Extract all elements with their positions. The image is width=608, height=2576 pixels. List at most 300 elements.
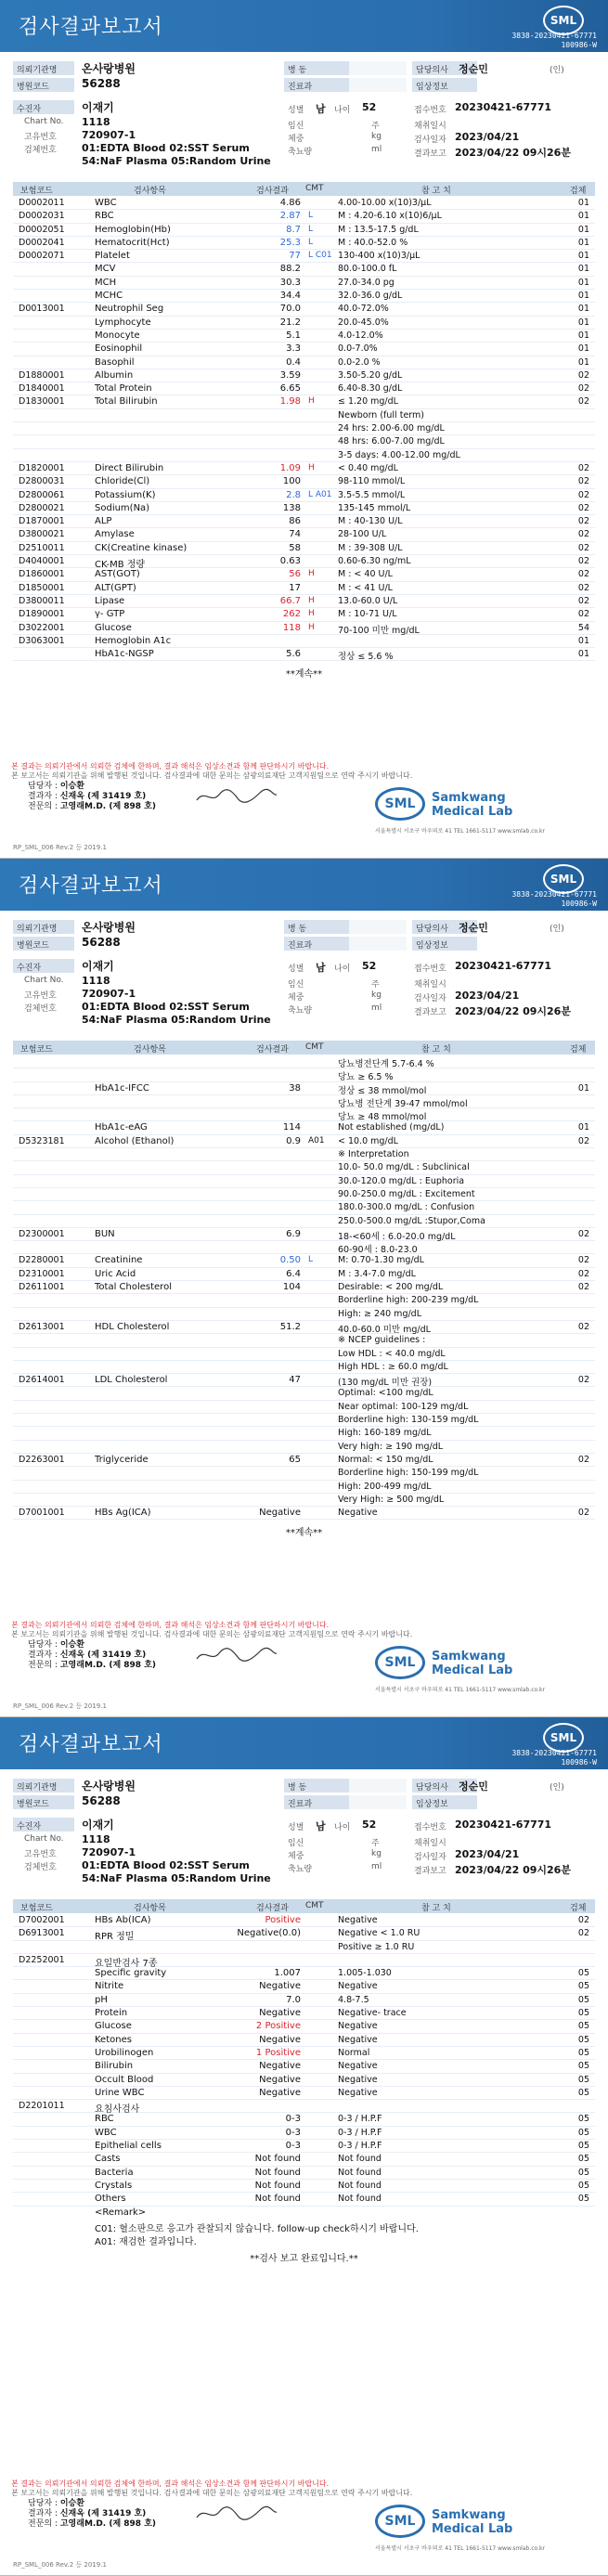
table-row [13, 635, 595, 648]
row-reference: 250.0-500.0 mg/dL :Stupor,Coma [338, 1215, 485, 1226]
table-row [13, 1507, 595, 1520]
row-specimen: 02 [577, 582, 589, 593]
row-reference: 당뇨병 전단계 39-47 mmol/mol [338, 1098, 468, 1109]
row-test-name: pH [95, 1994, 108, 2005]
row-reference: Newborn (full term) [338, 409, 424, 421]
row-result: 100 [282, 476, 301, 487]
row-reference: Negative [338, 2074, 378, 2085]
patient-sex: 남 [316, 1820, 326, 1832]
row-result: 6.9 [286, 1228, 301, 1239]
row-reference: Not found [338, 2180, 382, 2191]
row-specimen: 02 [577, 369, 589, 381]
lab-name: Samkwang Medical Lab [432, 1650, 513, 1677]
patient-age: 52 [362, 960, 377, 972]
row-reference: 0-3 / H.P.F [338, 2114, 382, 2125]
table-row [13, 555, 595, 571]
row-specimen: 05 [577, 2047, 589, 2058]
row-specimen: 02 [577, 542, 589, 553]
row-specimen: 05 [577, 2074, 589, 2085]
table-row [13, 1374, 595, 1387]
row-reference: ≤ 1.20 mg/dL [338, 396, 398, 408]
report-number: 3838-20230421-67771 100986-W [511, 1749, 597, 1767]
row-flag: A01 [308, 1135, 325, 1146]
report-number: 3838-20230421-67771 100986-W [511, 32, 597, 49]
row-test-name: Hemoglobin A1c [95, 635, 172, 646]
row-test-name: WBC [95, 2127, 117, 2138]
row-test-name: Crystals [95, 2180, 133, 2191]
row-test-name: CK-MB 정량 [95, 560, 146, 571]
footer-note-2: 본 보고서는 의뢰기관을 위해 발행된 것입니다. 검사결과에 대한 문의는 삼광의료재단 고객지원팀으로 연락 주시기 바랍니다. [11, 2489, 413, 2497]
row-code: D1890001 [19, 609, 65, 620]
row-flag: L [308, 211, 314, 221]
table-row [13, 1387, 595, 1400]
row-result: Negative [259, 2034, 301, 2045]
row-reference: 0.60-6.30 ng/mL [338, 556, 411, 567]
row-result: 25.3 [279, 237, 301, 248]
row-reference: 3.50-5.20 g/dL [338, 369, 403, 381]
table-row [13, 409, 595, 422]
row-result: 47 [289, 1375, 301, 1386]
row-result: Not found [254, 2180, 301, 2191]
row-reference: Desirable: < 200 mg/dL [338, 1282, 444, 1293]
table-row [13, 356, 595, 369]
exam-date: 2023/04/21 [455, 131, 520, 143]
row-reference: 10.0- 50.0 mg/dL : Subclinical [338, 1162, 470, 1173]
row-test-name: 요침사검사 [95, 2104, 140, 2116]
table-row [13, 1321, 595, 1334]
row-flag: L C01 [308, 251, 332, 261]
row-reference: 당뇨 ≥ 6.5 % [338, 1072, 394, 1083]
row-test-name: RBC [95, 2114, 114, 2125]
row-reference: Very High: ≥ 500 mg/dL [338, 1494, 445, 1505]
row-specimen: 02 [577, 569, 589, 580]
row-specimen: 01 [577, 330, 589, 341]
row-test-name: Albumin [95, 369, 134, 381]
row-specimen: 05 [577, 2114, 589, 2125]
table-row [13, 568, 595, 581]
row-reference: Negative [338, 1915, 378, 1925]
row-result: 34.4 [279, 291, 301, 302]
row-reference: 정상 ≤ 5.6 % [338, 652, 394, 663]
row-test-name: Urobilinogen [95, 2047, 154, 2058]
hospital-code: 56288 [82, 77, 121, 90]
row-test-name: Total Bilirubin [95, 396, 158, 408]
row-reference: 48 hrs: 6.00-7.00 mg/dL [338, 436, 445, 447]
table-row [13, 648, 595, 661]
row-code: D3800021 [19, 529, 65, 540]
row-flag: L [308, 224, 314, 234]
row-code: D0002031 [19, 211, 65, 222]
row-code: D2263001 [19, 1454, 65, 1465]
row-flag: H [308, 622, 315, 632]
table-row [13, 2167, 595, 2180]
row-result: 86 [289, 516, 301, 527]
row-specimen: 02 [577, 1454, 589, 1465]
row-result: 51.2 [279, 1321, 301, 1332]
row-result: 58 [289, 542, 301, 553]
exam-date: 2023/04/21 [455, 1848, 520, 1860]
row-result: 17 [289, 582, 301, 593]
row-specimen: 01 [577, 211, 589, 222]
row-code: D1850001 [19, 582, 65, 593]
table-row [13, 317, 595, 330]
row-specimen: 05 [577, 2127, 589, 2138]
row-result: 3.59 [279, 369, 301, 381]
table-row [13, 263, 595, 276]
row-reference: 40.0-60.0 미만 mg/dL [338, 1324, 431, 1335]
chart-no: 1118 [82, 116, 110, 128]
table-row [13, 2100, 595, 2116]
row-code: D1840001 [19, 383, 65, 395]
row-reference: < 10.0 mg/dL [338, 1135, 398, 1146]
row-reference: Negative < 1.0 RU [338, 1928, 420, 1939]
patient-info: 의뢰기관명 온사랑병원 병원코드 56288 병 동 진료과 담당의사 정순민 (인) 임상정보 수진자 이재기 Chart No. 1118 고유번호 720907-1 검체번호 01:EDTA Blood 02:SST Serum 54:NaF Plasma 05:Random Urine 성별 남 나이 52 임신 주 체중 kg 축뇨량 ml 접수번호 20230421-67771 채취일시 검사일자 2023/04/21 결과보고 2023/04/22 09시26분 [0, 52, 608, 182]
table-row [13, 1361, 595, 1374]
row-result: 77 [289, 251, 301, 262]
table-row [13, 1135, 595, 1148]
row-reference: 13.0-60.0 U/L [338, 595, 398, 606]
doctor-name: 정순민 [459, 63, 488, 75]
row-reference: 정상 ≤ 38 mmol/mol [338, 1085, 427, 1096]
lab-address: 서울특별시 서초구 바우뫼로 41 TEL 1661-5117 www.smlab.co.kr [375, 1687, 545, 1693]
row-test-name: 요일반검사 7종 [95, 1958, 158, 1969]
results-table-body [13, 1055, 595, 1520]
row-specimen: 02 [577, 1915, 589, 1925]
table-row [13, 582, 595, 595]
row-specimen: 05 [577, 1968, 589, 1979]
row-code: D3063001 [19, 635, 65, 646]
row-specimen: 02 [577, 1268, 589, 1279]
row-code: D2510011 [19, 542, 65, 553]
row-result: 88.2 [279, 264, 301, 275]
row-reference: 60-90세 : 8.0-23.0 [338, 1245, 418, 1256]
row-specimen: 02 [577, 1375, 589, 1386]
row-reference: 3-5 days: 4.00-12.00 mg/dL [338, 449, 460, 460]
row-result: 0.50 [279, 1255, 301, 1266]
row-reference: 0.0-7.0% [338, 343, 378, 355]
row-specimen: 05 [577, 2180, 589, 2191]
table-row [13, 2007, 595, 2020]
row-result: Negative(0.0) [237, 1928, 301, 1939]
row-code: D1870001 [19, 516, 65, 527]
row-test-name: Chloride(Cl) [95, 476, 150, 487]
row-flag: H [308, 396, 315, 407]
remark-text: C01: 혈소판으로 응고가 관찰되지 않습니다. follow-up check하시기 바랍니다. [95, 2223, 419, 2234]
row-result: 104 [282, 1282, 301, 1293]
row-result: Negative [259, 2074, 301, 2085]
row-test-name: Nitrite [95, 1981, 124, 1992]
report-banner [0, 1717, 608, 1769]
specimen-line-1: 01:EDTA Blood 02:SST Serum [82, 142, 250, 154]
table-row [13, 369, 595, 382]
table-row [13, 1121, 595, 1134]
table-row [13, 1914, 595, 1927]
row-test-name: Bacteria [95, 2167, 134, 2178]
row-reference: High: 160-189 mg/dL [338, 1428, 432, 1439]
row-reference: 135-145 mmol/L [338, 502, 411, 513]
row-reference: M : < 40 U/L [338, 569, 393, 580]
row-specimen: 05 [577, 2087, 589, 2098]
table-row [13, 1454, 595, 1467]
row-result: 38 [289, 1082, 301, 1094]
row-specimen: 05 [577, 1994, 589, 2005]
table-row [13, 303, 595, 316]
row-test-name: Glucose [95, 622, 132, 633]
row-specimen: 02 [577, 502, 589, 513]
row-reference: Not found [338, 2167, 382, 2178]
row-code: D2280001 [19, 1255, 65, 1266]
row-reference: Borderline high: 150-199 mg/dL [338, 1468, 479, 1479]
row-result: 4.86 [279, 198, 301, 208]
row-result: 21.2 [279, 317, 301, 328]
row-specimen: 02 [577, 556, 589, 567]
report-page-2 [0, 859, 608, 1717]
row-reference: 6.40-8.30 g/dL [338, 383, 403, 395]
row-result: 56 [289, 569, 301, 580]
patient-sex: 남 [316, 103, 326, 115]
table-row [13, 1108, 595, 1121]
row-result: 6.4 [286, 1268, 301, 1279]
row-specimen: 02 [577, 529, 589, 540]
row-test-name: HBs Ag(ICA) [95, 1508, 151, 1519]
table-row [13, 2074, 595, 2087]
row-test-name: Glucose [95, 2021, 132, 2032]
row-test-name: AST(GOT) [95, 569, 140, 580]
page-continue-note: **검사 보고 완료입니다.** [250, 2253, 358, 2264]
table-row [13, 237, 595, 250]
specimen-line-2: 54:NaF Plasma 05:Random Urine [82, 1014, 271, 1026]
row-test-name: Basophil [95, 356, 135, 368]
row-result: 2.8 [286, 489, 301, 500]
row-result: 7.0 [286, 1994, 301, 2005]
table-row [13, 2087, 595, 2100]
row-test-name: Hematocrit(Hct) [95, 237, 170, 248]
row-reference: M : 10-71 U/L [338, 609, 397, 620]
row-flag: L [308, 1255, 314, 1265]
row-reference: 180.0-300.0 mg/dL : Confusion [338, 1202, 475, 1213]
row-reference: < 0.40 mg/dL [338, 462, 398, 473]
report-date: 2023/04/22 09시26분 [455, 1005, 571, 1017]
row-specimen: 02 [577, 516, 589, 527]
table-row [13, 1215, 595, 1228]
row-specimen: 01 [577, 649, 589, 660]
table-row [13, 2193, 595, 2206]
patient-sex: 남 [316, 962, 326, 974]
report-number: 3838-20230421-67771 100986-W [511, 890, 597, 908]
row-result: 5.1 [286, 330, 301, 341]
row-result: 0.9 [286, 1135, 301, 1146]
table-row [13, 1927, 595, 1943]
patient-id: 720907-1 [82, 129, 136, 141]
table-row [13, 422, 595, 435]
table-row [13, 1941, 595, 1954]
page-continue-note: **계속** [285, 1527, 323, 1538]
row-specimen: 01 [577, 317, 589, 328]
row-result: 1.09 [279, 462, 301, 473]
row-specimen: 05 [577, 2034, 589, 2045]
row-specimen: 05 [577, 2141, 589, 2152]
row-specimen: 02 [577, 1282, 589, 1293]
table-row [13, 343, 595, 356]
row-specimen: 01 [577, 264, 589, 275]
row-reference: Very high: ≥ 190 mg/dL [338, 1441, 444, 1452]
row-reference: Optimal: <100 mg/dL [338, 1388, 433, 1399]
remark-line [13, 2233, 595, 2246]
row-specimen: 05 [577, 2021, 589, 2032]
row-code: D0002011 [19, 198, 65, 208]
table-row [13, 2127, 595, 2140]
row-specimen: 02 [577, 1135, 589, 1146]
row-specimen: 05 [577, 2061, 589, 2072]
row-specimen: 01 [577, 1122, 589, 1133]
table-row [13, 1348, 595, 1361]
table-row [13, 1148, 595, 1161]
row-reference: Not established (mg/dL) [338, 1122, 445, 1133]
row-specimen: 02 [577, 609, 589, 620]
row-reference: M : 4.20-6.10 x(10)6/μL [338, 211, 442, 222]
patient-id: 720907-1 [82, 988, 136, 1000]
row-code: D0002041 [19, 237, 65, 248]
row-specimen: 01 [577, 198, 589, 208]
table-row [13, 1161, 595, 1174]
row-reference: Borderline high: 200-239 mg/dL [338, 1295, 479, 1306]
table-row [13, 1188, 595, 1201]
patient-name: 이재기 [82, 1819, 114, 1832]
hospital-name: 온사랑병원 [82, 62, 136, 75]
row-reference: Normal: < 150 mg/dL [338, 1454, 433, 1465]
row-test-name: Amylase [95, 529, 135, 540]
row-reference: Negative [338, 2061, 378, 2072]
doctor-name: 정순민 [459, 1780, 488, 1793]
receipt-no: 20230421-67771 [455, 1819, 552, 1831]
row-result: 0.4 [286, 356, 301, 368]
row-code: D7002001 [19, 1915, 65, 1925]
table-row [13, 515, 595, 528]
specimen-line-1: 01:EDTA Blood 02:SST Serum [82, 1859, 250, 1871]
lab-address: 서울특별시 서초구 바우뫼로 41 TEL 1661-5117 www.smlab.co.kr [375, 2545, 545, 2552]
footer-note-2: 본 보고서는 의뢰기관을 위해 발행된 것입니다. 검사결과에 대한 문의는 삼광의료재단 고객지원팀으로 연락 주시기 바랍니다. [11, 1630, 413, 1638]
row-test-name: Sodium(Na) [95, 502, 150, 513]
row-result: Negative [259, 1981, 301, 1992]
row-specimen: 05 [577, 2194, 589, 2205]
row-test-name: HbA1c-eAG [95, 1122, 148, 1133]
row-specimen: 02 [577, 595, 589, 606]
row-specimen: 02 [577, 1228, 589, 1239]
exam-date: 2023/04/21 [455, 990, 520, 1002]
table-row [13, 210, 595, 223]
row-test-name: Others [95, 2194, 126, 2205]
row-reference: 4.8-7.5 [338, 1994, 369, 2005]
report-date: 2023/04/22 09시26분 [455, 147, 571, 159]
row-test-name: Alcohol (Ethanol) [95, 1135, 175, 1146]
row-result: Not found [254, 2167, 301, 2178]
results-table-header: 보험코드 검사항목 검사결과 CMT 참 고 치 검체 [13, 182, 595, 196]
row-test-name: Creatinine [95, 1255, 143, 1266]
footer-note-2: 본 보고서는 의뢰기관을 위해 발행된 것입니다. 검사결과에 대한 문의는 삼광의료재단 고객지원팀으로 연락 주시기 바랍니다. [11, 771, 413, 780]
row-result: 0-3 [285, 2114, 301, 2125]
sml-badge-logo: SML [543, 6, 584, 35]
results-table-body [13, 197, 595, 661]
row-result: 66.7 [279, 595, 301, 606]
row-test-name: CK(Creatine kinase) [95, 542, 188, 553]
sml-lab-logo: SML [375, 1646, 425, 1679]
row-reference: ※ Interpretation [338, 1149, 409, 1160]
row-specimen: 01 [577, 277, 589, 288]
row-reference: M : 40-130 U/L [338, 516, 403, 527]
report-title: 검사결과보고서 [19, 874, 163, 898]
row-result: 2 Positive [255, 2021, 301, 2032]
row-reference: Normal [338, 2047, 370, 2058]
row-specimen: 02 [577, 476, 589, 487]
report-page-1 [0, 0, 608, 859]
footer-note-1: 본 결과는 의뢰기관에서 의뢰한 검체에 한하며, 결과 해석은 임상소견과 함께 판단하시기 바랍니다. [11, 2479, 330, 2488]
row-code: D0002071 [19, 251, 65, 262]
row-result: Not found [254, 2154, 301, 2165]
sml-badge-logo: SML [543, 1723, 584, 1753]
row-result: Negative [259, 2061, 301, 2072]
report-title: 검사결과보고서 [19, 16, 163, 39]
row-reference: 90.0-250.0 mg/dL : Excitement [338, 1188, 475, 1199]
table-row [13, 449, 595, 462]
row-code: D4040001 [19, 556, 65, 567]
table-row [13, 608, 595, 621]
row-test-name: Lymphocyte [95, 317, 151, 328]
hospital-code: 56288 [82, 936, 121, 949]
patient-age: 52 [362, 101, 377, 113]
row-reference: 98-110 mmol/L [338, 476, 406, 487]
row-result: 262 [282, 609, 301, 620]
row-code: D0013001 [19, 304, 65, 315]
row-reference: 3.5-5.5 mmol/L [338, 489, 406, 500]
row-reference: Borderline high: 130-159 mg/dL [338, 1415, 479, 1426]
signature-image [195, 787, 278, 806]
row-test-name: MCHC [95, 291, 123, 302]
table-row [13, 1268, 595, 1281]
row-result: 118 [282, 622, 301, 633]
row-test-name: RBC [95, 211, 114, 222]
row-result: 1.98 [279, 396, 301, 408]
row-reference: 18-<60세 : 6.0-20.0 mg/dL [338, 1231, 456, 1242]
table-row [13, 489, 595, 502]
row-test-name: Triglyceride [95, 1454, 149, 1465]
row-test-name: Total Protein [95, 383, 152, 395]
row-reference: (130 mg/dL 미만 권장) [338, 1378, 433, 1389]
chart-no: 1118 [82, 975, 110, 987]
table-row [13, 502, 595, 515]
row-code: D2310001 [19, 1268, 65, 1279]
row-specimen: 01 [577, 343, 589, 355]
table-row [13, 382, 595, 395]
row-reference: Negative [338, 2021, 378, 2032]
row-code: D2800021 [19, 502, 65, 513]
table-row [13, 542, 595, 555]
row-test-name: Specific gravity [95, 1968, 167, 1979]
row-reference: 32.0-36.0 g/dL [338, 291, 403, 302]
row-test-name: Occult Blood [95, 2074, 154, 2085]
table-row [13, 1068, 595, 1081]
table-row [13, 1994, 595, 2007]
row-result: 5.6 [286, 649, 301, 660]
row-code: D2800031 [19, 476, 65, 487]
table-row [13, 1254, 595, 1267]
row-reference: Negative [338, 2034, 378, 2045]
row-code: D1880001 [19, 369, 65, 381]
row-test-name: ALP [95, 516, 112, 527]
row-reference: High HDL : ≥ 60.0 mg/dL [338, 1361, 448, 1372]
row-reference: 30.0-120.0 mg/dL : Euphoria [338, 1175, 465, 1186]
form-code: RP_SML_006 Rev.2 등 2019.1 [13, 844, 107, 851]
row-reference: Near optimal: 100-129 mg/dL [338, 1401, 469, 1412]
